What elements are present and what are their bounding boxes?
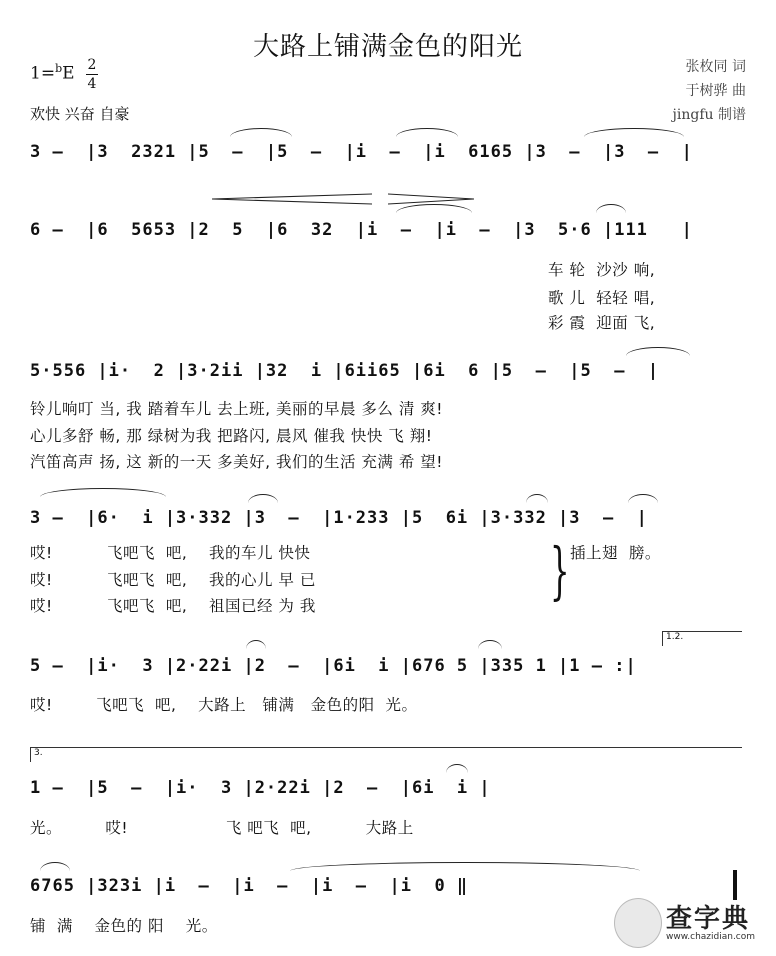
staff-row-4	[30, 502, 746, 538]
notes-row-7: 6765 |323i |i – |i – |i – |i 0 ‖	[30, 876, 469, 896]
composer-credit: 于树骅 曲	[685, 83, 746, 99]
notes-row-6: 1 – |5 – |i· 3 |2·22i |2 – |6i i |	[30, 778, 491, 798]
lyric-line: 心儿多舒 畅, 那 绿树为我 把路闪, 晨风 催我 快快 飞 翔!	[30, 427, 433, 445]
lyric-line: 铃儿响叮 当, 我 踏着车儿 去上班, 美丽的早晨 多么 清 爽!	[30, 400, 443, 418]
mascot-icon	[614, 898, 662, 948]
lyric-line: 彩 霞 迎面 飞,	[548, 314, 656, 332]
time-numerator: 2	[87, 57, 97, 73]
lyricist-credit: 张枚同 词	[685, 59, 746, 75]
slur	[246, 640, 266, 649]
volta-bracket: 3.	[30, 747, 742, 762]
site-watermark	[610, 896, 770, 950]
crescendo-hairpin	[212, 193, 372, 205]
arranger-credit: jingfu 制谱	[672, 107, 746, 123]
page-title: 大路上铺满金色的阳光	[252, 32, 523, 62]
time-denominator: 4	[87, 76, 97, 92]
watermark-text: 查字典	[666, 904, 751, 934]
slur	[40, 488, 166, 497]
notes-row-3: 5·556 |i· 2 |3·2ii |32 i |6ii65 |6i 6 |5 – |5 – |	[30, 361, 660, 381]
flat-sign: b	[55, 62, 63, 75]
staff-row-2	[30, 214, 746, 250]
time-signature	[86, 58, 98, 91]
staff-row-5	[30, 650, 746, 686]
volta-bracket: 1.2.	[662, 631, 742, 646]
lyric-line: 哎! 飞吧飞 吧, 祖国已经 为 我	[30, 597, 316, 615]
lyric-line: 铺 满 金色的 阳 光。	[30, 917, 218, 935]
staff-row-6	[30, 772, 746, 808]
lyric-line: 哎! 飞吧飞 吧, 我的心儿 早 已	[30, 571, 316, 589]
key-signature	[30, 62, 75, 84]
lyric-line: 光。 哎! 飞 吧飞 吧, 大路上	[30, 819, 414, 837]
lyric-line: 插上翅 膀。	[570, 544, 661, 562]
staff-row-3	[30, 355, 746, 391]
slur	[596, 204, 626, 213]
notes-row-4: 3 – |6· i |3·332 |3 – |1·233 |5 6i |3·332 |3 – |	[30, 508, 648, 528]
slur	[478, 640, 502, 649]
lyric-line: 哎! 飞吧飞 吧, 我的车儿 快快	[30, 544, 311, 562]
key-prefix: 1=	[30, 63, 56, 84]
lyric-line: 汽笛高声 扬, 这 新的一天 多美好, 我们的生活 充满 希 望!	[30, 453, 443, 471]
lyric-line: 哎! 飞吧飞 吧, 大路上 铺满 金色的阳 光。	[30, 696, 418, 714]
notes-row-5: 5 – |i· 3 |2·22i |2 – |6i i |676 5 |335 1 |1 – :|	[30, 656, 637, 676]
tempo-marking: 欢快 兴奋 自豪	[30, 105, 130, 123]
notes-row-1: 3 – |3 2321 |5 – |5 – |i – |i 6165 |3 – |3 – |	[30, 142, 693, 162]
staff-row-1	[30, 136, 746, 172]
watermark-url: www.chazidian.com	[666, 932, 756, 942]
notes-row-2: 6 – |6 5653 |2 5 |6 32 |i – |i – |3 5·6 |111 |	[30, 220, 693, 240]
key-note: E	[62, 63, 75, 84]
slur	[396, 204, 472, 213]
lyric-line: 歌 儿 轻轻 唱,	[548, 289, 656, 307]
lyric-line: 车 轮 沙沙 响,	[548, 261, 656, 279]
brace: }	[549, 534, 570, 607]
